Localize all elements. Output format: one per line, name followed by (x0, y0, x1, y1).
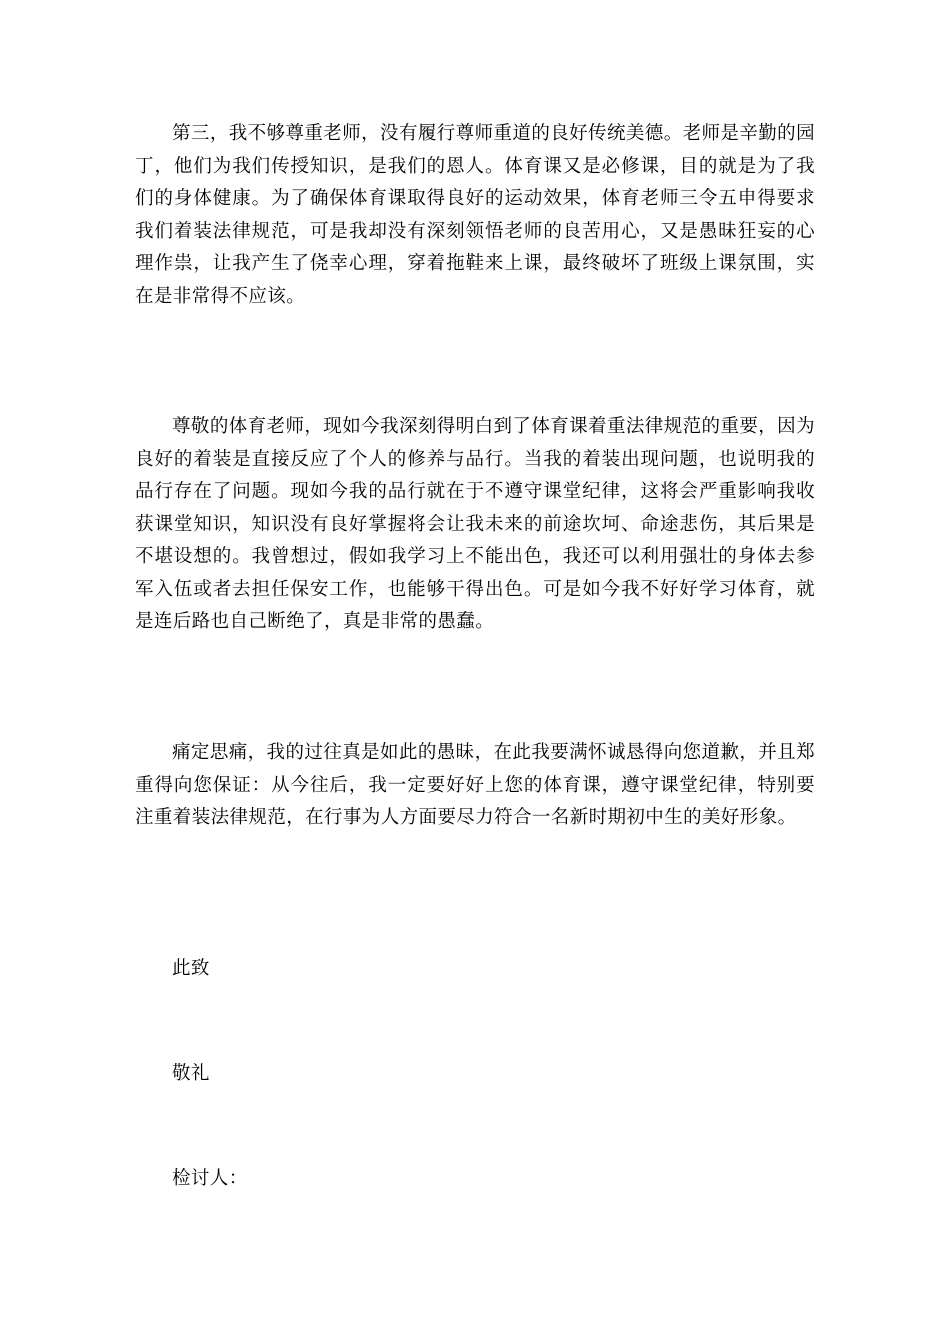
signature-label: 检讨人： (172, 1168, 248, 1189)
closing-regards: 敬礼 (172, 1063, 210, 1084)
closing-salutation: 此致 (172, 958, 210, 979)
paragraph-apology-promise: 痛定思痛，我的过往真是如此的愚昧，在此我要满怀诚恳得向您道歉，并且郑重得向您保证：从今往后，我一定要好好上您的体育课，遵守课堂纪律，特别要注重着装法律规范，在行事为人方面要尽力符合一名新时期初中生的美好形象。 (135, 742, 815, 828)
paragraph-importance-of-dress: 尊敬的体育老师，现如今我深刻得明白到了体育课着重法律规范的重要，因为良好的着装是直接反应了个人的修养与品行。当我的着装出现问题，也说明我的品行存在了问题。现如今我的品行就在于不遵守课堂纪律，这将会严重影响我收获课堂知识，知识没有良好掌握将会让我未来的前途坎坷、命途悲伤，其后果是不堪设想的。我曾想过，假如我学习上不能出色，我还可以利用强壮的身体去参军入伍或者去担任保安工作，也能够干得出色。可是如今我不好好学习体育，就是连后路也自己断绝了，真是非常的愚蠢。 (135, 416, 815, 632)
paragraph-respect-teacher: 第三，我不够尊重老师，没有履行尊师重道的良好传统美德。老师是辛勤的园丁，他们为我们传授知识，是我们的恩人。体育课又是必修课，目的就是为了我们的身体健康。为了确保体育课取得良好的运动效果，体育老师三令五申得要求我们着装法律规范，可是我却没有深刻领悟老师的良苦用心，又是愚昧狂妄的心理作祟，让我产生了侥幸心理，穿着拖鞋来上课，最终破坏了班级上课氛围，实在是非常得不应该。 (135, 123, 815, 307)
